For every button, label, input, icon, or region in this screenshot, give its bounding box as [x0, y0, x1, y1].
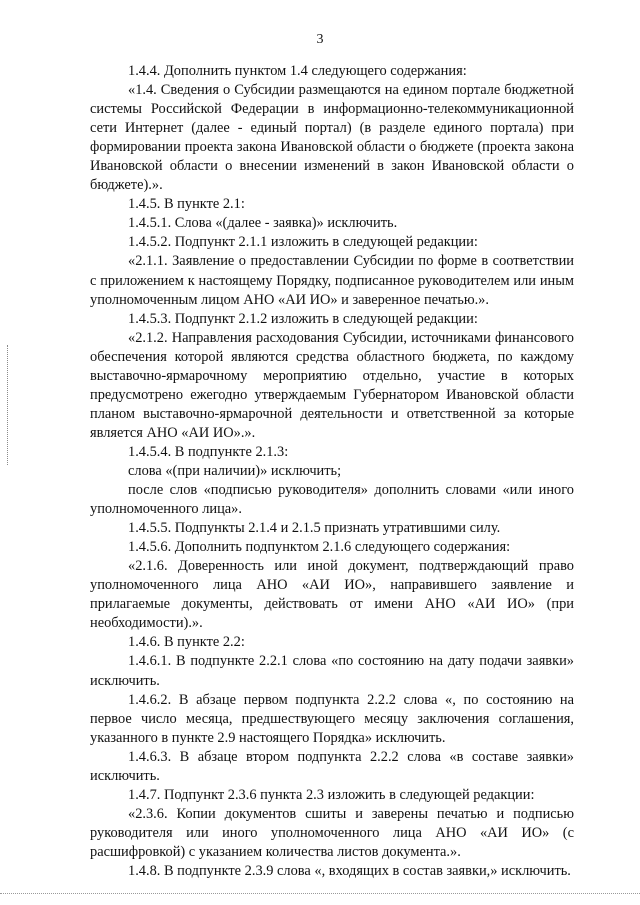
- paragraph-1-4-6: 1.4.6. В пункте 2.2:: [128, 634, 245, 651]
- paragraph-1-4-5-1: 1.4.5.1. Слова «(далее - заявка)» исключить.: [128, 215, 398, 232]
- paragraph-1-4-5-5: 1.4.5.5. Подпункты 2.1.4 и 2.1.5 признать утратившими силу.: [128, 520, 501, 537]
- paragraph-1-4-6-2: 1.4.6.2. В абзаце первом подпункта 2.2.2 слова «, по состоянию на первое число месяца, предшествующего месяцу заключения соглашения, указанного в пункте 2.9 настоящего Порядка» исключить.: [90, 691, 574, 746]
- quote-2-1-1: «2.1.1. Заявление о предоставлении Субсидии по форме в соответствии с приложением к настоящему Порядку, подписанное руководителем или иным уполномоченным лицом АНО «АИ ИО» и заверенное печатью.».: [90, 253, 574, 308]
- paragraph-words-removed: слова «(при наличии)» исключить;: [128, 462, 342, 479]
- paragraph-1-4-8: 1.4.8. В подпункте 2.3.9 слова «, входящих в состав заявки,» исключить.: [128, 862, 571, 879]
- paragraph-1-4-4: 1.4.4. Дополнить пунктом 1.4 следующего содержания:: [128, 63, 467, 79]
- paragraph-1-4-5-4: 1.4.5.4. В подпункте 2.1.3:: [128, 443, 289, 460]
- paragraph-1-4-5-6: 1.4.5.6. Дополнить подпунктом 2.1.6 следующего содержания:: [128, 539, 511, 556]
- paragraph-1-4-7: 1.4.7. Подпункт 2.3.6 пункта 2.3 изложить в следующей редакции:: [128, 786, 535, 803]
- paragraph-1-4-5: 1.4.5. В пункте 2.1:: [128, 196, 245, 213]
- paragraph-words-added: после слов «подписью руководителя» дополнить словами «или иного уполномоченного лица».: [90, 482, 574, 518]
- paragraph-1-4-5-3: 1.4.5.3. Подпункт 2.1.2 изложить в следующей редакции:: [128, 310, 478, 327]
- paragraph-1-4-6-1: 1.4.6.1. В подпункте 2.2.1 слова «по состоянию на дату подачи заявки» исключить.: [90, 653, 574, 689]
- paragraph-1-4-5-2: 1.4.5.2. Подпункт 2.1.1 изложить в следующей редакции:: [128, 234, 478, 251]
- quote-1-4: «1.4. Сведения о Субсидии размещаются на едином портале бюджетной системы Российской Федерации в информационно-телекоммуникационной сети Интернет (далее - единый портал) (в разделе единого портала) при формировании проекта закона Ивановской области о бюджете (проекта закона Ивановской области о внесении изменений в закон Ивановской области о бюджете).».: [90, 82, 574, 194]
- scan-bottom-edge: [0, 893, 640, 895]
- quote-2-3-6: «2.3.6. Копии документов сшиты и заверены печатью и подписью руководителя или иного уполномоченного лица АНО «АИ ИО» (с расшифровкой) с указанием количества листов документа.».: [90, 805, 574, 860]
- document-body: [90, 62, 574, 881]
- quote-2-1-2: «2.1.2. Направления расходования Субсидии, источниками финансового обеспечения которой являются средства областного бюджета, по каждому выставочно-ярмарочному мероприятию отдельно, участие в которых предусмотрено ежегодно утверждаемым Губернатором Ивановской области планом выставочно-ярмарочной деятельности и ответственной за которые является АНО «АИ ИО».».: [90, 329, 574, 441]
- page-number: 3: [316, 32, 324, 47]
- paragraph-1-4-6-3: 1.4.6.3. В абзаце втором подпункта 2.2.2 слова «в составе заявки» исключить.: [90, 748, 574, 784]
- quote-2-1-6: «2.1.6. Доверенность или иной документ, подтверждающий право уполномоченного лица АНО «АИ ИО», направившего заявление и прилагаемые документы, действовать от имени АНО «АИ ИО» (при необходимости).».: [90, 558, 574, 632]
- scan-edge-mark: [7, 345, 9, 465]
